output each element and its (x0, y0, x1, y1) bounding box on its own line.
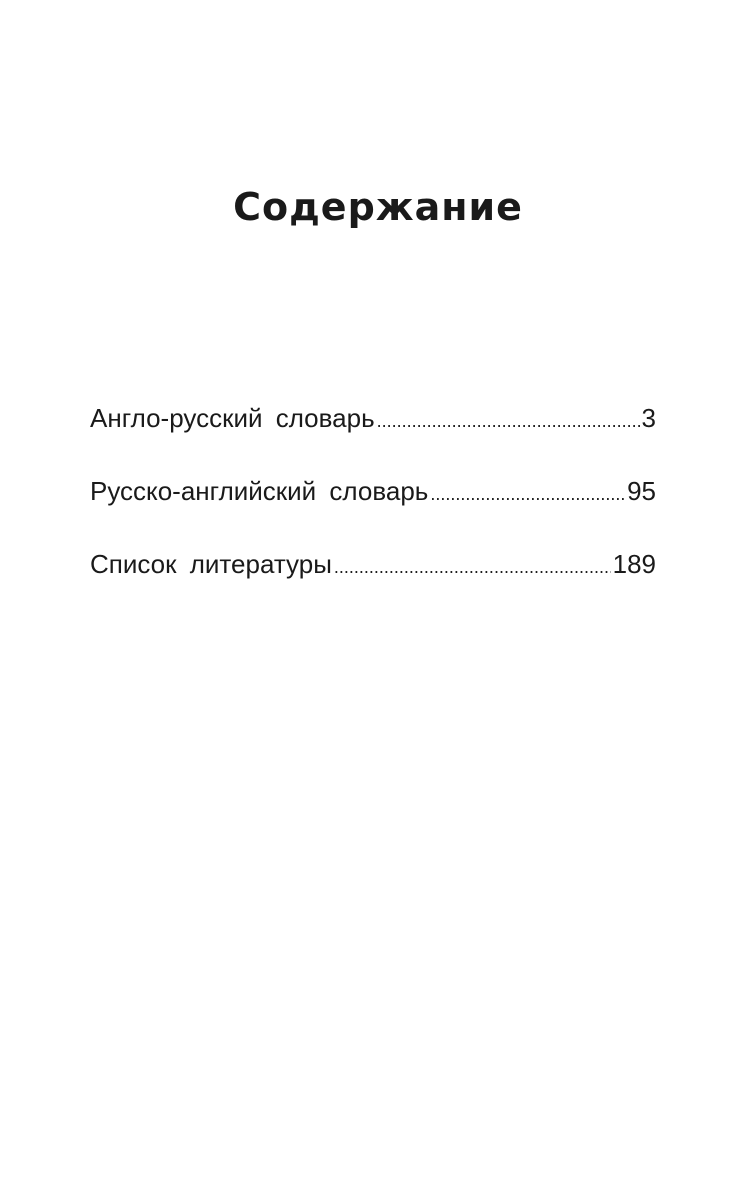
toc-entry-russian-english[interactable] (90, 471, 656, 511)
toc-entry-label: Русско-английский словарь (90, 476, 429, 506)
dot-leader (334, 544, 611, 584)
toc-entry-page-number: 3 (641, 403, 656, 433)
toc-entry-label: Англо-русский словарь (90, 403, 375, 433)
toc-entry-page-number: 95 (627, 476, 656, 506)
dot-leader (430, 471, 625, 511)
toc-entry-page-number: 189 (612, 549, 656, 579)
page-title: Содержание (233, 185, 523, 229)
table-of-contents (90, 398, 656, 617)
dot-leader (377, 398, 640, 438)
toc-entry-english-russian[interactable] (90, 398, 656, 438)
toc-entry-label: Список литературы (90, 549, 332, 579)
toc-entry-bibliography[interactable] (90, 544, 656, 584)
